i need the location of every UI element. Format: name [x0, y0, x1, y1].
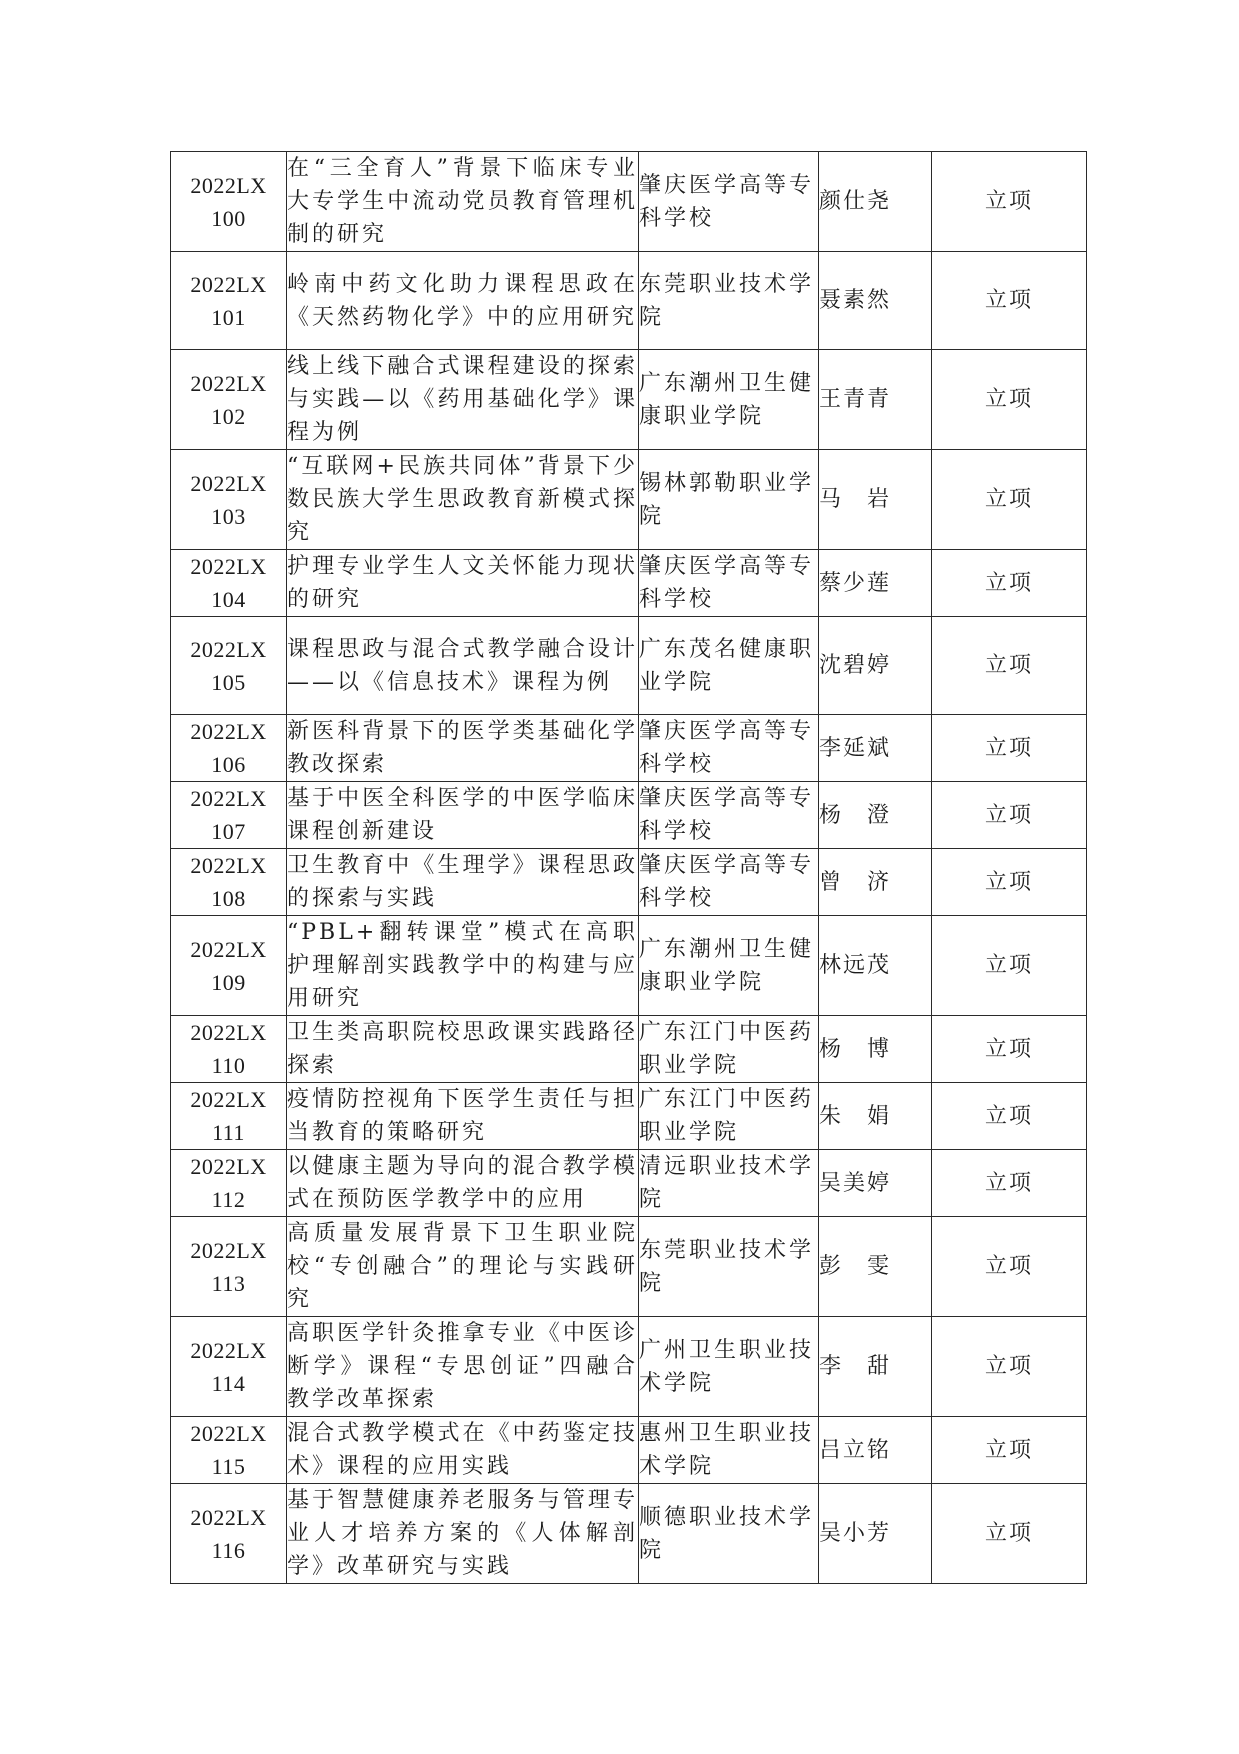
project-title: 线上线下融合式课程建设的探索与实践—以《药用基础化学》课程为例 — [287, 350, 639, 450]
table-row — [171, 252, 1087, 350]
project-id-number: 111 — [212, 1120, 245, 1145]
project-title: 卫生教育中《生理学》课程思政的探索与实践 — [287, 849, 639, 916]
institution-name: 广东江门中医药职业学院 — [639, 1083, 819, 1150]
project-id-cell — [171, 782, 287, 849]
principal-investigator: 蔡少莲 — [819, 550, 932, 617]
institution-name: 锡林郭勒职业学院 — [639, 450, 819, 550]
table-row — [171, 849, 1087, 916]
principal-investigator: 林远茂 — [819, 916, 932, 1016]
project-id-number: 106 — [211, 752, 246, 777]
project-title: 基于中医全科医学的中医学临床课程创新建设 — [287, 782, 639, 849]
institution-name: 惠州卫生职业技术学院 — [639, 1417, 819, 1484]
project-title: 基于智慧健康养老服务与管理专业人才培养方案的《人体解剖学》改革研究与实践 — [287, 1484, 639, 1584]
table-row — [171, 350, 1087, 450]
project-id-number: 114 — [211, 1370, 246, 1396]
principal-investigator: 杨 澄 — [819, 782, 932, 849]
institution-name: 广东潮州卫生健康职业学院 — [639, 350, 819, 450]
project-id-number: 116 — [211, 1537, 246, 1563]
approval-status: 立项 — [932, 1150, 1087, 1217]
project-id-cell — [171, 715, 287, 782]
project-id-cell — [171, 550, 287, 617]
table-row — [171, 1317, 1087, 1417]
project-id-prefix: 2022LX — [190, 470, 267, 496]
project-title: 岭南中药文化助力课程思政在《天然药物化学》中的应用研究 — [287, 252, 639, 350]
principal-investigator: 曾 济 — [819, 849, 932, 916]
approval-status: 立项 — [932, 152, 1087, 252]
approval-status: 立项 — [932, 1317, 1087, 1417]
project-id-number: 110 — [211, 1053, 246, 1078]
principal-investigator: 杨 博 — [819, 1016, 932, 1083]
table-row — [171, 617, 1087, 715]
project-id-prefix: 2022LX — [190, 1421, 267, 1446]
principal-investigator: 李延斌 — [819, 715, 932, 782]
approval-status: 立项 — [932, 782, 1087, 849]
institution-name: 肇庆医学高等专科学校 — [639, 152, 819, 252]
institution-name: 广东潮州卫生健康职业学院 — [639, 916, 819, 1016]
project-id-number: 109 — [211, 969, 246, 995]
project-title: 卫生类高职院校思政课实践路径探索 — [287, 1016, 639, 1083]
principal-investigator: 颜仕尧 — [819, 152, 932, 252]
table-row — [171, 715, 1087, 782]
project-id-prefix: 2022LX — [190, 1154, 267, 1179]
table-row — [171, 1150, 1087, 1217]
principal-investigator: 朱 娟 — [819, 1083, 932, 1150]
table-row — [171, 450, 1087, 550]
approval-status: 立项 — [932, 916, 1087, 1016]
table-row — [171, 550, 1087, 617]
project-id-prefix: 2022LX — [190, 853, 267, 878]
project-id-number: 105 — [211, 669, 246, 695]
project-id-prefix: 2022LX — [190, 1237, 267, 1263]
project-title: 混合式教学模式在《中药鉴定技术》课程的应用实践 — [287, 1417, 639, 1484]
institution-name: 肇庆医学高等专科学校 — [639, 715, 819, 782]
project-id-prefix: 2022LX — [190, 1020, 267, 1045]
project-table-body — [171, 152, 1087, 1584]
approval-status: 立项 — [932, 849, 1087, 916]
project-title: 课程思政与混合式教学融合设计 ——以《信息技术》课程为例 — [287, 617, 639, 715]
institution-name: 肇庆医学高等专科学校 — [639, 849, 819, 916]
project-title: “互联网+民族共同体”背景下少数民族大学生思政教育新模式探究 — [287, 450, 639, 550]
table-row — [171, 916, 1087, 1016]
institution-name: 清远职业技术学院 — [639, 1150, 819, 1217]
table-row — [171, 1484, 1087, 1584]
principal-investigator: 马 岩 — [819, 450, 932, 550]
principal-investigator: 聂素然 — [819, 252, 932, 350]
principal-investigator: 王青青 — [819, 350, 932, 450]
project-id-cell — [171, 450, 287, 550]
project-id-cell — [171, 617, 287, 715]
project-id-cell — [171, 1417, 287, 1484]
institution-name: 东莞职业技术学院 — [639, 252, 819, 350]
institution-name: 东莞职业技术学院 — [639, 1217, 819, 1317]
principal-investigator: 吕立铭 — [819, 1417, 932, 1484]
approval-status: 立项 — [932, 1016, 1087, 1083]
approval-status: 立项 — [932, 715, 1087, 782]
project-id-number: 100 — [211, 205, 246, 231]
project-id-prefix: 2022LX — [190, 636, 267, 662]
project-id-cell — [171, 1484, 287, 1584]
project-id-number: 101 — [211, 304, 246, 330]
project-id-number: 108 — [211, 886, 246, 911]
project-id-cell — [171, 849, 287, 916]
institution-name: 肇庆医学高等专科学校 — [639, 550, 819, 617]
project-title: 护理专业学生人文关怀能力现状的研究 — [287, 550, 639, 617]
project-id-cell — [171, 152, 287, 252]
institution-name: 广州卫生职业技术学院 — [639, 1317, 819, 1417]
approval-status: 立项 — [932, 450, 1087, 550]
principal-investigator: 李 甜 — [819, 1317, 932, 1417]
project-id-prefix: 2022LX — [190, 554, 267, 579]
project-title: 以健康主题为导向的混合教学模式在预防医学教学中的应用 — [287, 1150, 639, 1217]
approval-status: 立项 — [932, 550, 1087, 617]
table-row — [171, 1417, 1087, 1484]
project-id-number: 113 — [211, 1270, 246, 1296]
project-id-number: 115 — [211, 1454, 246, 1479]
table-row — [171, 1083, 1087, 1150]
approval-status: 立项 — [932, 350, 1087, 450]
project-id-cell — [171, 252, 287, 350]
table-row — [171, 782, 1087, 849]
table-row — [171, 1217, 1087, 1317]
project-title: 疫情防控视角下医学生责任与担当教育的策略研究 — [287, 1083, 639, 1150]
principal-investigator: 吴美婷 — [819, 1150, 932, 1217]
project-list-page — [170, 151, 1086, 1584]
table-row — [171, 1016, 1087, 1083]
project-id-prefix: 2022LX — [190, 271, 267, 297]
project-title: 在“三全育人”背景下临床专业大专学生中流动党员教育管理机制的研究 — [287, 152, 639, 252]
project-title: “PBL+翻转课堂”模式在高职护理解剖实践教学中的构建与应用研究 — [287, 916, 639, 1016]
project-id-prefix: 2022LX — [190, 1087, 267, 1112]
principal-investigator: 彭 雯 — [819, 1217, 932, 1317]
institution-name: 广东茂名健康职业学院 — [639, 617, 819, 715]
project-id-number: 102 — [211, 403, 246, 429]
project-id-cell — [171, 1217, 287, 1317]
project-id-number: 112 — [211, 1187, 246, 1212]
project-title: 新医科背景下的医学类基础化学教改探索 — [287, 715, 639, 782]
table-row — [171, 152, 1087, 252]
project-id-number: 104 — [211, 587, 246, 612]
project-table — [170, 151, 1087, 1584]
project-id-prefix: 2022LX — [190, 172, 267, 198]
approval-status: 立项 — [932, 617, 1087, 715]
approval-status: 立项 — [932, 1083, 1087, 1150]
institution-name: 顺德职业技术学院 — [639, 1484, 819, 1584]
project-id-cell — [171, 1016, 287, 1083]
project-id-number: 107 — [211, 819, 246, 844]
approval-status: 立项 — [932, 252, 1087, 350]
project-id-cell — [171, 1150, 287, 1217]
project-title: 高质量发展背景下卫生职业院校“专创融合”的理论与实践研究 — [287, 1217, 639, 1317]
project-id-prefix: 2022LX — [190, 936, 267, 962]
project-id-number: 103 — [211, 503, 246, 529]
project-id-cell — [171, 1083, 287, 1150]
project-id-prefix: 2022LX — [190, 786, 267, 811]
project-title: 高职医学针灸推拿专业《中医诊断学》课程“专思创证”四融合教学改革探索 — [287, 1317, 639, 1417]
approval-status: 立项 — [932, 1484, 1087, 1584]
institution-name: 肇庆医学高等专科学校 — [639, 782, 819, 849]
project-id-cell — [171, 350, 287, 450]
project-id-cell — [171, 916, 287, 1016]
institution-name: 广东江门中医药职业学院 — [639, 1016, 819, 1083]
project-id-prefix: 2022LX — [190, 370, 267, 396]
approval-status: 立项 — [932, 1417, 1087, 1484]
project-id-prefix: 2022LX — [190, 719, 267, 744]
project-id-prefix: 2022LX — [190, 1504, 267, 1530]
project-id-cell — [171, 1317, 287, 1417]
project-id-prefix: 2022LX — [190, 1337, 267, 1363]
approval-status: 立项 — [932, 1217, 1087, 1317]
principal-investigator: 吴小芳 — [819, 1484, 932, 1584]
principal-investigator: 沈碧婷 — [819, 617, 932, 715]
